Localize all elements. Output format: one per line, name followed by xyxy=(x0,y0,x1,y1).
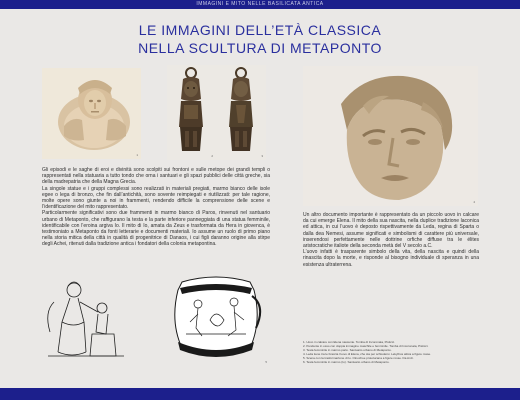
figure-number: 5 xyxy=(265,360,267,364)
top-banner xyxy=(0,0,520,9)
marble-head-image xyxy=(303,66,478,206)
oinochoe-drawing xyxy=(162,272,270,366)
caption-item: 5. Scena con la trasformazione di Io. Oinochoe protolucana a figure rosse. Da Anzi. xyxy=(303,356,414,360)
pendant-front-illustration xyxy=(167,65,216,160)
page-title-line-2: NELLA SCULTURA DI METAPONTO xyxy=(138,40,382,56)
figure-number: 3 xyxy=(261,154,263,158)
right-text-block xyxy=(303,212,479,268)
right-paragraph-2: L’uovo infatti è trasparente simbolo della vita, della nascita e quindi della rinascita dopo la morte, e risponde al bisogno individuale di speranza in una esistenza ultraterrena. xyxy=(303,249,479,268)
egg-figure-illustration xyxy=(42,68,141,159)
figure-captions xyxy=(303,340,479,364)
vase-scene-drawing xyxy=(40,272,132,366)
caption-item: 6. Testa femminile in marmo (Io). Santuario urbano di Metaponto. xyxy=(303,360,390,364)
left-paragraph-2: La singole statue e i gruppi complessi sono realizzati in materiali pregiati, marmo bianco delle isole egee o lega di bronzo, che fin dall’antichità, sono sovente reimpiegati e riutilizzati: per tale ragione, molte opere sono giunte a noi in frammenti, rendendo difficile la comprensione delle scene e l’identificazione del mito rappresentato. xyxy=(42,185,270,211)
figure-number: 2 xyxy=(211,154,213,158)
seated-figures-illustration xyxy=(40,272,132,366)
left-text-block xyxy=(42,167,270,248)
left-paragraph-1: Gli episodi e le saghe di eroi e divinità sono scolpiti sui frontoni e sulle metope dei grandi templi o rappresentati nella statuaria a tutto tondo che orna i santuari e gli spazi pubblici delle città greche, sia della madrepatria che della Magna Grecia. xyxy=(42,167,270,186)
figure-number: 4 xyxy=(473,200,475,204)
pendant-back-image xyxy=(216,65,266,160)
pendant-back-illustration xyxy=(216,65,266,160)
pendant-front-image xyxy=(167,65,216,160)
caption-item: 1. Uovo in calcare con Elena nascente. Tomba di Incoronata, Pisticci. xyxy=(303,340,395,344)
left-paragraph-3: Particolarmente significativi sono due frammenti in marmo bianco di Paros, rinvenuti nel santuario urbano di Metaponto, che raffigurano la testa e la parte inferiore panneggiata di una statua femminile, identificabile con l’eroina argiva Io. Il mito di Io, amata da Zeus e trasformata da Hera in giovenca, è testimoniato a Metaponto da fonti letterarie e documenti materiali. Io assume un ruolo di primo piano nella storia mitica della città in qualità di progenitrice di Danaos, i cui figli daranno origine alla stirpe degli Achei, ritenuti dalla tradizione antica i fondatori della colonia metapontina. xyxy=(42,210,270,248)
caption-item: 3. Testa femminile in marmo pario. Santuario urbano di Metaponto. xyxy=(303,348,392,352)
bottom-banner xyxy=(0,388,520,400)
egg-figure-image xyxy=(42,68,141,159)
caption-item: 4. Leda tiene tra le braccia l'uovo di Elena, che sta per schiudersi. Lekythos attica a figure rosse. xyxy=(303,352,431,356)
banner-text: IMMAGINI E MITO NELLE BASILICATA ANTICA xyxy=(196,1,324,7)
caption-item: 2. Pendente in osso con doppia immagine maschile e femminile. Tomba di Incoronata, Pisticci. xyxy=(303,344,429,348)
figure-number: 1 xyxy=(136,153,138,157)
marble-head-illustration xyxy=(303,66,478,206)
right-paragraph-1: Un altro documento importante è rappresentato da un piccolo uovo in calcare da cui emerge Elena. Il mito della sua nascita, nella duplice tradizione laconica ed attica, in cui l’uovo è deposto rispettivamente da Leda, regina di Sparta o dalla dea Nemesi, assume significati e simbolismi di carattere più universale, inserendosi perfettamente nelle dottrine orfiche diffuse tra le élites aristocratiche italiote della seconda metà del V secolo a.C. xyxy=(303,212,479,250)
oinochoe-illustration xyxy=(162,272,270,366)
page-title-line-1: LE IMMAGINI DELL’ETÀ CLASSICA xyxy=(138,22,382,38)
